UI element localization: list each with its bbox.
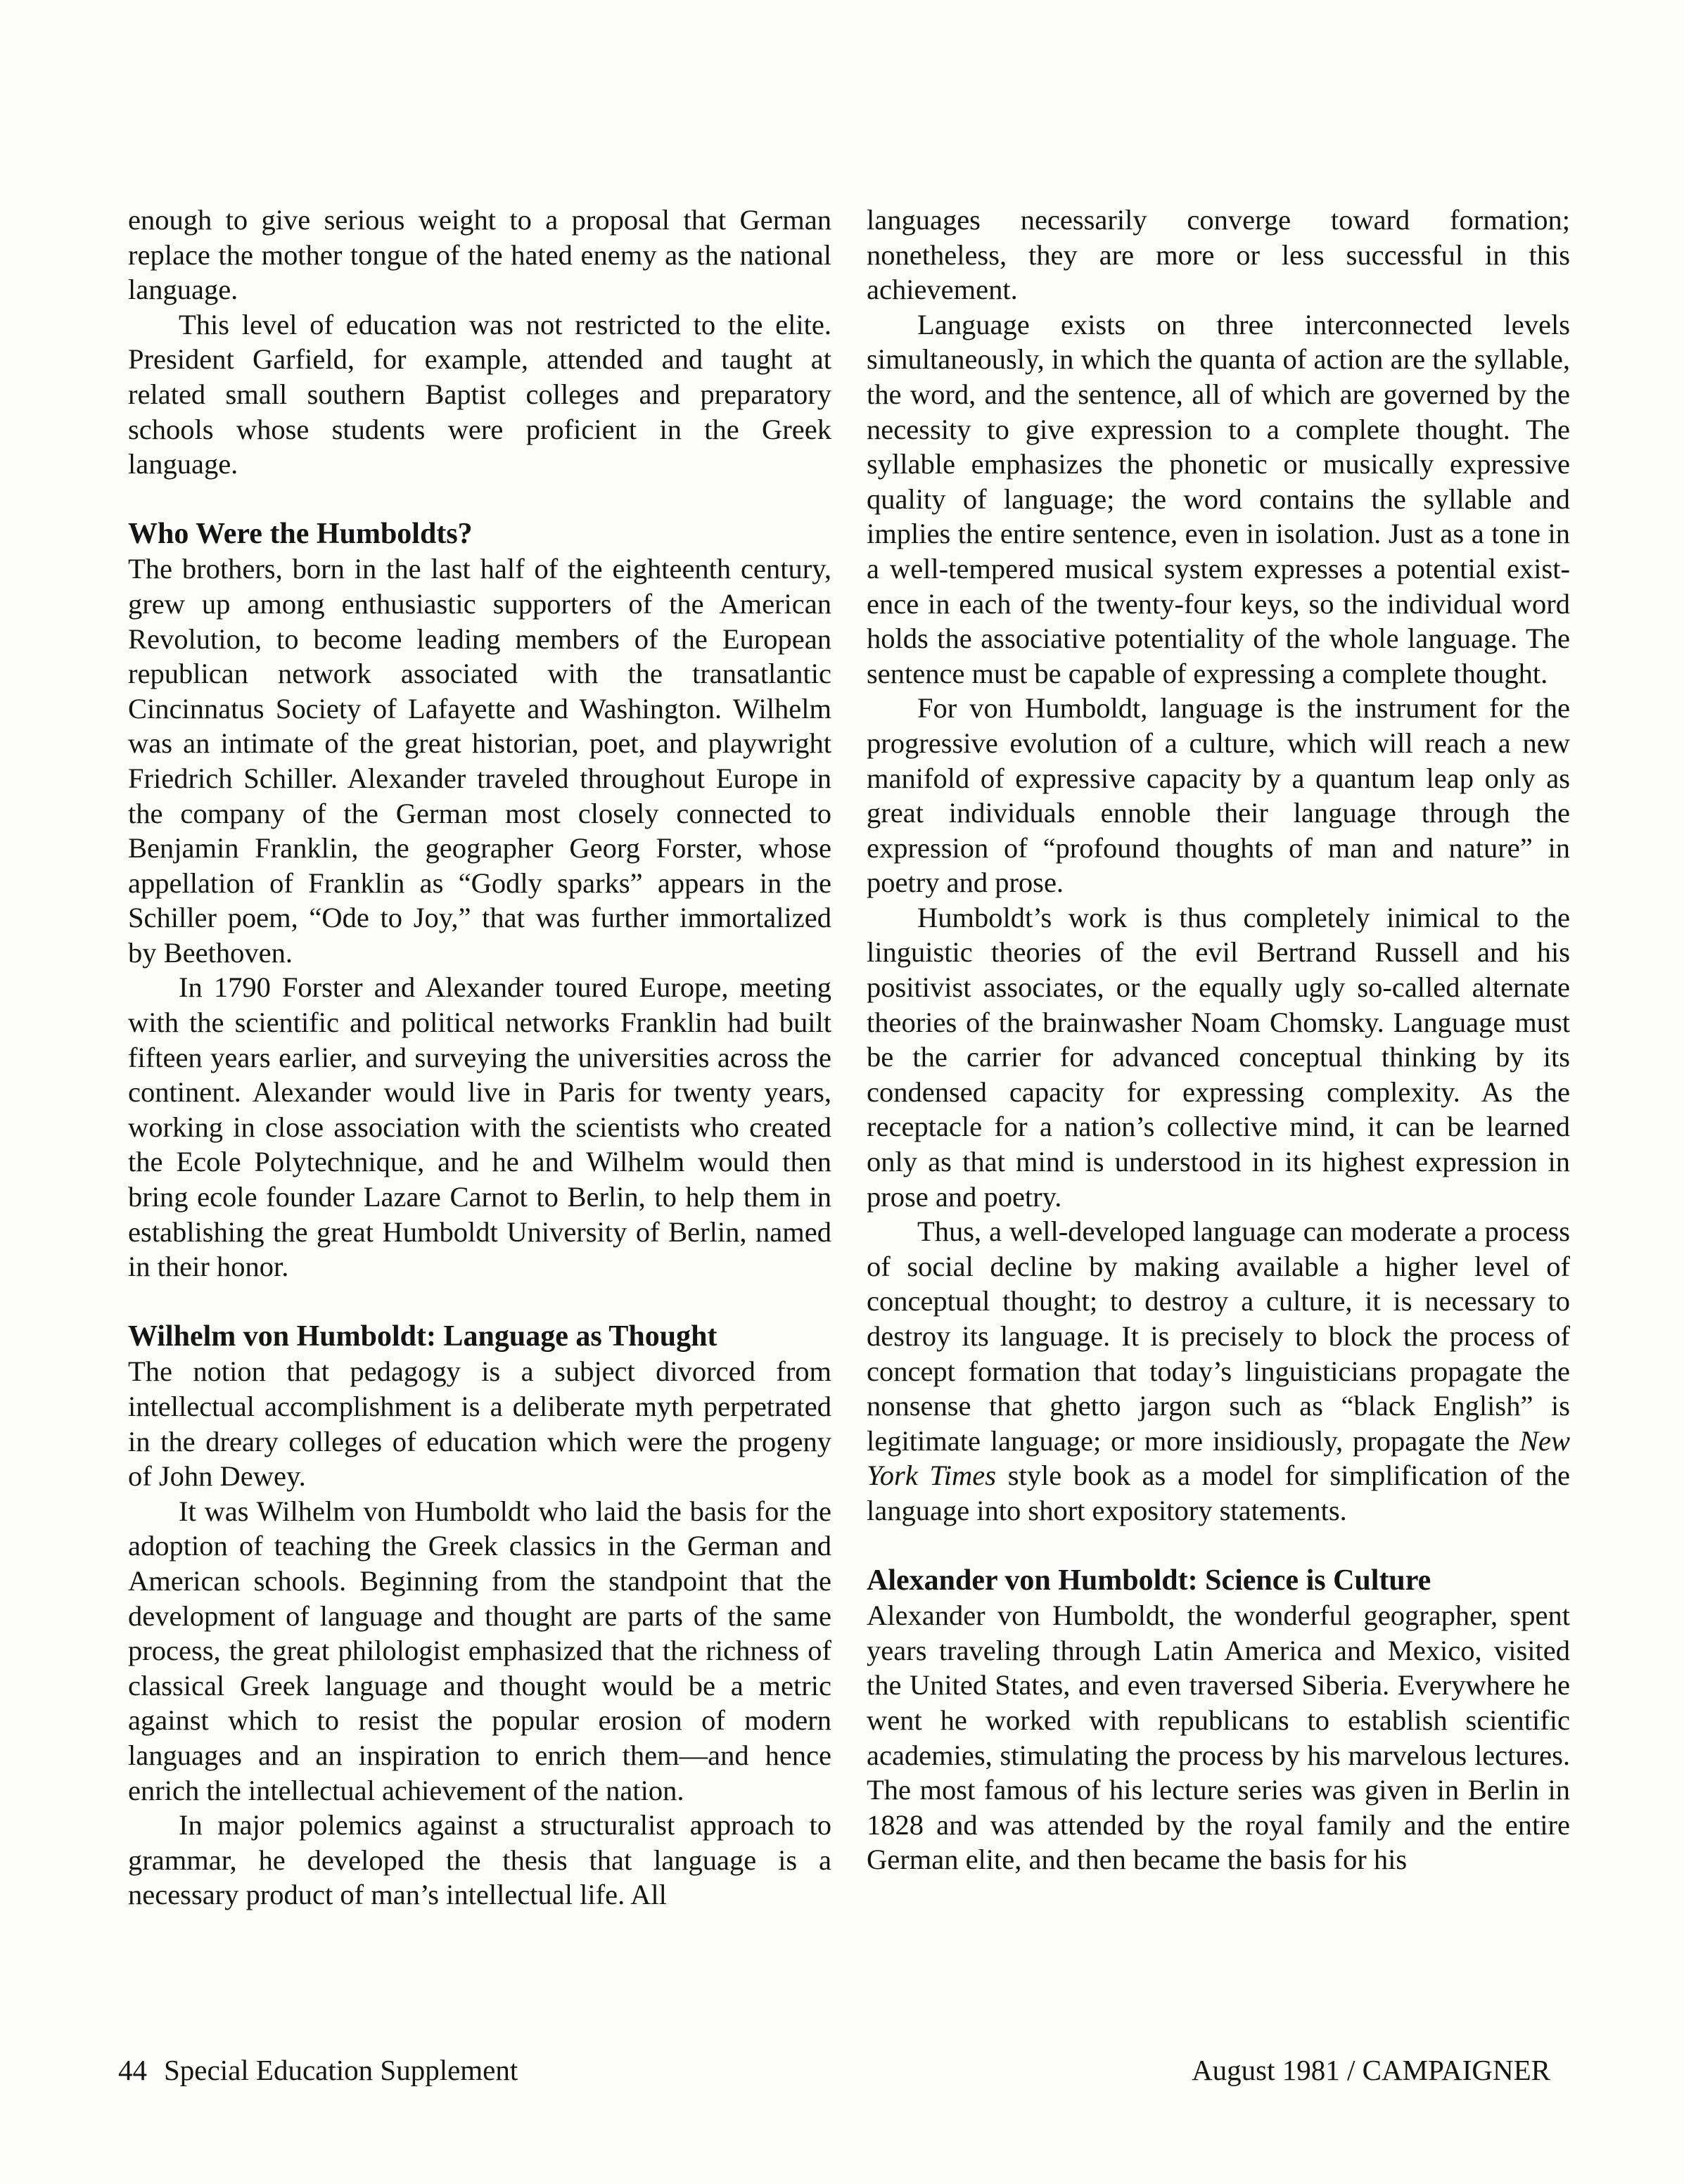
- paragraph: enough to give serious weight to a proposal that German replace the mother tongue of the hated enemy as the national language.: [128, 204, 831, 306]
- paragraph: In major polemics against a structuralist approach to grammar, he developed the thesis that language is a necessary product of man’s intellectual life. All: [128, 1809, 831, 1911]
- paragraph: The brothers, born in the last half of the eighteenth century, grew up among enthusiastic supporters of the American Revolution, to become leading members of the European republican network associated with the transatlantic Cincinnatus Society of Lafayette and Washington. Wilhelm was an intimate of the great historian, poet, and playwright Friedrich Schiller. Alexander traveled throughout Europe in the company of the German most closely connected to Benjamin Franklin, the geographer Georg Forster, whose appellation of Franklin as “Godly sparks” appears in the Schiller poem, “Ode to Joy,” that was further immortalized by Beethoven.: [128, 553, 831, 969]
- paragraph: This level of education was not restricted to the elite. President Garfield, for example, attended and taught at related small southern Baptist colleges and preparatory schools whose students were proficient in the Greek language.: [128, 308, 831, 480]
- footer-right: [1192, 2052, 1550, 2088]
- section-heading-alexander-von-humboldt: Alexander von Humboldt: Science is Culture: [867, 1564, 1431, 1597]
- paragraph: languages necessarily converge toward formation; nonetheless, they are more or less successful in this achievement.: [867, 204, 1570, 306]
- paragraph: In 1790 Forster and Alexander toured Europe, meeting with the scientific and political networks Franklin had built fifteen years earlier, and surveying the universities across the continent. Alexander would live in Paris for twenty years, working in close association with the scientists who created the Ecole Polytechnique, and he and Wilhelm would then bring ecole founder Lazare Carnot to Berlin, to help them in establishing the great Humboldt University of Berlin, named in their honor.: [128, 971, 831, 1283]
- section-name: Special Education Supplement: [164, 2054, 518, 2086]
- right-column: [867, 203, 1570, 1877]
- section-heading-who-were-the-humboldts: Who Were the Humboldts?: [128, 517, 473, 550]
- paragraph-text: style book as a model for simplification of the language into short expository statements.: [867, 1460, 1571, 1526]
- paragraph: [867, 1214, 1570, 1528]
- paragraph: It was Wilhelm von Humboldt who laid the basis for the adoption of teaching the Greek classics in the German and American schools. Beginning from the standpoint that the development of language and thought are parts of the same process, the great philologist emphasized that the richness of classical Greek language and thought would be a metric against which to resist the popular erosion of modern languages and an inspiration to enrich them—and hence enrich the intellectual achievement of the nation.: [128, 1495, 831, 1806]
- left-column: [128, 203, 831, 1912]
- paragraph: For von Humboldt, language is the instrument for the progressive evolution of a culture, which will reach a new manifold of expressive capacity by a quantum leap only as great individuals ennoble their language through the expression of “profound thoughts of man and nature” in poetry and prose.: [867, 692, 1570, 899]
- footer-left: [118, 2052, 518, 2088]
- paragraph: Alexander von Humboldt, the wonderful geographer, spent years traveling through Latin America and Mexico, visited the United States, and even traversed Siberia. Everywhere he went he worked with republicans to establish scientific academies, stimulating the process by his marvelous lectures. The most famous of his lecture series was given in Berlin in 1828 and was attended by the royal family and the entire German elite, and then became the basis for his: [867, 1599, 1570, 1876]
- paragraph: Humboldt’s work is thus completely inimical to the linguistic theories of the evil Bertrand Russell and his positivist associates, or the equally ugly so-called alternate theories of the brainwasher Noam Chomsky. Language must be the carrier for advanced conceptual thinking by its condensed capacity for expressing complexity. As the receptacle for a nation’s collective mind, it can be learned only as that mind is understood in its highest expression in prose and poetry.: [867, 901, 1570, 1213]
- paragraph: The notion that pedagogy is a subject divorced from intellectual accomplishment is a deliberate myth perpetrated in the dreary colleges of education which were the progeny of John Dewey.: [128, 1355, 831, 1493]
- page-number: 44: [118, 2054, 147, 2086]
- publication-title: New York Times: [867, 1424, 1570, 1492]
- paragraph-text: Thus, a well-developed language can moderate a process of social decline by making available a higher level of conceptual thought; to destroy a culture, it is necessary to destroy its language. It is precisely to block the process of concept formation that today’s linguisticians propagate the nonsense that ghetto jargon such as “black English” is legitimate language; or more insidiously, propagate the: [867, 1215, 1570, 1457]
- paragraph: Language exists on three interconnected levels simultaneously, in which the quanta of action are the syllable, the word, and the sentence, all of which are governed by the necessity to give expression to a complete thought. The syllable emphasizes the phonetic or musically expressive quality of language; the word contains the syllable and implies the entire sentence, even in isolation. Just as a tone in a well-tempered musical system expresses a potential existence in each of the twenty-four keys, so the individual word holds the associative potentiality of the whole language. The sentence must be capable of expressing a complete thought.: [867, 308, 1570, 689]
- issue-label: August 1981 / CAMPAIGNER: [1192, 2054, 1550, 2086]
- section-heading-wilhelm-von-humboldt: Wilhelm von Humboldt: Language as Thought: [128, 1320, 717, 1353]
